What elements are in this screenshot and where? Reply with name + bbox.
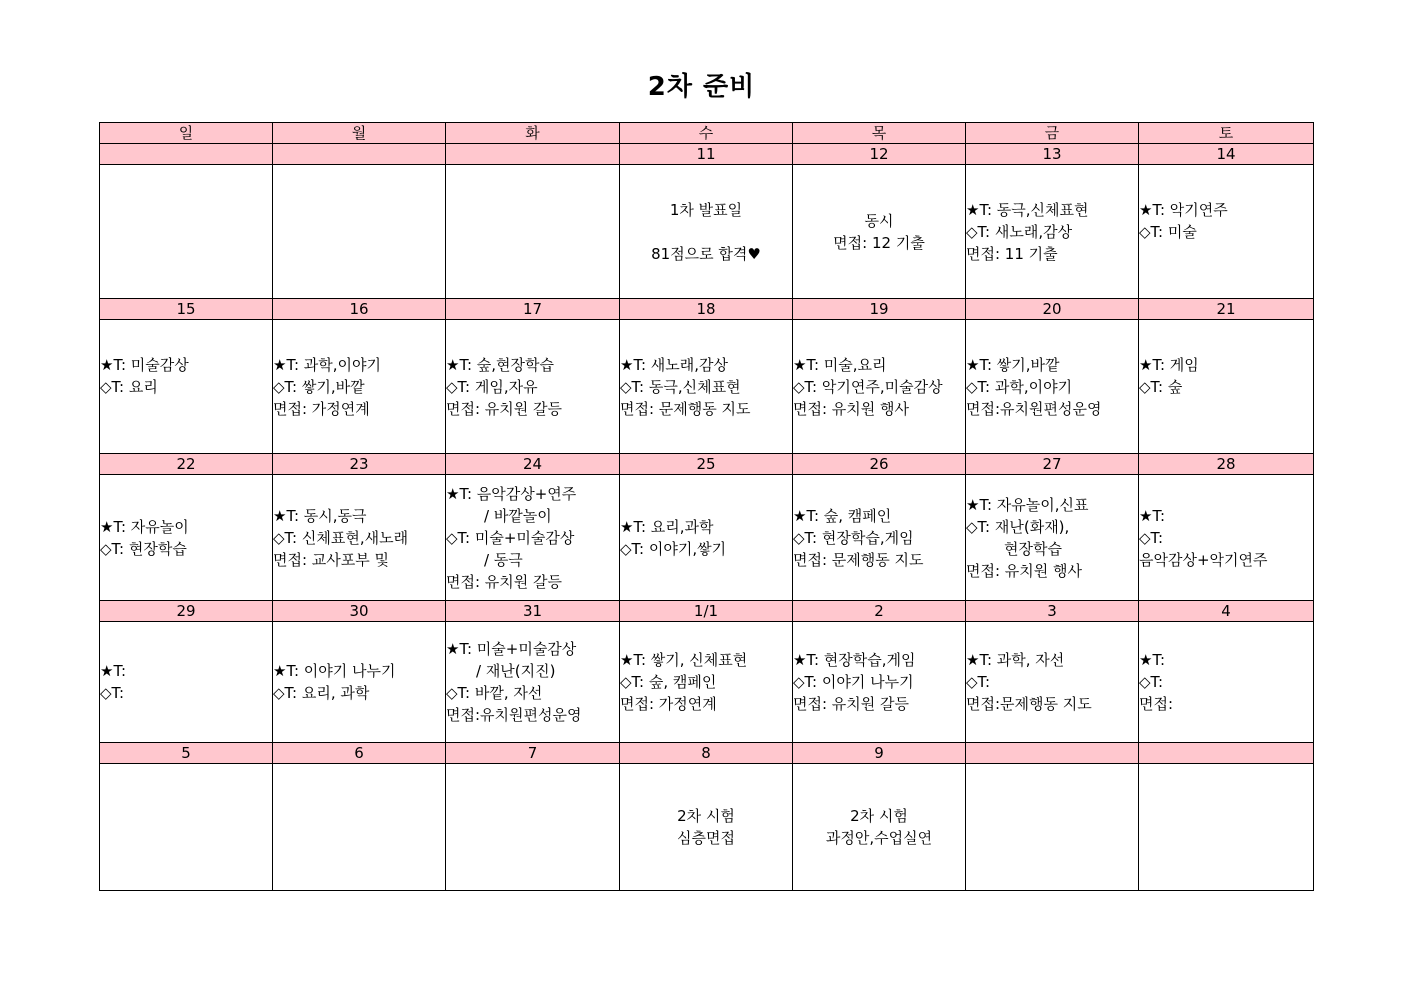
cell-text: / 바깥놀이 bbox=[484, 506, 552, 525]
cell-text: 면접:유치원편성운영 bbox=[966, 399, 1102, 418]
day-cell bbox=[100, 320, 273, 454]
cell-text: 면접: 문제행동 지도 bbox=[620, 399, 751, 418]
cell-text: ◇T: 과학,이야기 bbox=[966, 377, 1073, 396]
cell-text: ★T: 이야기 나누기 bbox=[273, 662, 396, 680]
cell-text: ★T: 새노래,감상 bbox=[620, 355, 729, 374]
cell-text: ◇T: 숲 bbox=[1139, 377, 1183, 396]
cell-text: 81점으로 합격♥ bbox=[651, 244, 761, 263]
weekday-mon: 월 bbox=[273, 123, 446, 144]
cell-text: 면접: 11 기출 bbox=[966, 244, 1058, 263]
cell-text: / 동극 bbox=[484, 550, 523, 569]
date-cell: 1/1 bbox=[620, 601, 793, 622]
day-cell bbox=[793, 475, 966, 601]
day-cell bbox=[793, 764, 966, 891]
date-cell: 17 bbox=[446, 299, 620, 320]
cell-text: ★T: 동극,신체표현 bbox=[966, 200, 1089, 219]
day-cell bbox=[446, 622, 620, 743]
cell-text: ★T: bbox=[1139, 651, 1166, 669]
cell-text: 면접: 가정연계 bbox=[273, 399, 370, 418]
content-row bbox=[100, 622, 1314, 743]
weekday-wed: 수 bbox=[620, 123, 793, 144]
day-cell bbox=[620, 622, 793, 743]
cell-text: ★T: 요리,과학 bbox=[620, 517, 714, 536]
date-cell: 19 bbox=[793, 299, 966, 320]
day-cell bbox=[100, 622, 273, 743]
cell-text: ◇T: 새노래,감상 bbox=[966, 222, 1073, 241]
date-cell: 9 bbox=[793, 743, 966, 764]
cell-text: ★T: 쌓기, 신체표현 bbox=[620, 651, 748, 669]
date-cell: 30 bbox=[273, 601, 446, 622]
page-title: 2차 준비 bbox=[647, 72, 756, 102]
day-cell bbox=[446, 165, 620, 299]
cell-text: ◇T: 게임,자유 bbox=[446, 377, 538, 396]
cell-text: ◇T: 요리 bbox=[100, 377, 158, 396]
date-cell: 4 bbox=[1139, 601, 1314, 622]
cell-text: ◇T: 신체표현,새노래 bbox=[273, 528, 409, 547]
day-cell bbox=[966, 475, 1139, 601]
cell-text: ◇T: 악기연주,미술감상 bbox=[793, 377, 943, 396]
cell-text: ◇T: bbox=[1139, 673, 1164, 691]
date-cell: 20 bbox=[966, 299, 1139, 320]
cell-text: ◇T: 숲, 캠페인 bbox=[620, 673, 717, 691]
cell-text: ★T: 자유놀이 bbox=[100, 517, 189, 536]
cell-text: 2차 시험 bbox=[677, 807, 735, 825]
cell-text: ◇T: 재난(화재), bbox=[966, 517, 1070, 536]
day-cell bbox=[1139, 320, 1314, 454]
day-cell bbox=[966, 320, 1139, 454]
weekday-fri: 금 bbox=[966, 123, 1139, 144]
day-cell bbox=[273, 475, 446, 601]
date-cell: 3 bbox=[966, 601, 1139, 622]
weekday-thu: 목 bbox=[793, 123, 966, 144]
content-row bbox=[100, 475, 1314, 601]
cell-text: ◇T: 현장학습,게임 bbox=[793, 528, 914, 547]
day-cell bbox=[793, 320, 966, 454]
content-row bbox=[100, 165, 1314, 299]
cell-text: ★T: 숲,현장학습 bbox=[446, 355, 555, 374]
date-cell: 6 bbox=[273, 743, 446, 764]
cell-text: ◇T: bbox=[100, 684, 125, 702]
date-cell: 29 bbox=[100, 601, 273, 622]
date-cell: 13 bbox=[966, 144, 1139, 165]
day-cell bbox=[966, 622, 1139, 743]
day-cell bbox=[620, 165, 793, 299]
cell-text: 면접: 가정연계 bbox=[620, 695, 717, 713]
cell-text: 면접: bbox=[1139, 695, 1174, 713]
cell-text: 면접: 유치원 갈등 bbox=[446, 572, 563, 591]
cell-text: ★T: 자유놀이,신표 bbox=[966, 495, 1089, 514]
day-cell bbox=[1139, 764, 1314, 891]
date-cell: 11 bbox=[620, 144, 793, 165]
day-cell bbox=[1139, 475, 1314, 601]
content-row bbox=[100, 764, 1314, 891]
cell-text: ◇T: bbox=[966, 673, 991, 691]
day-cell bbox=[966, 165, 1139, 299]
weekday-sat: 토 bbox=[1139, 123, 1314, 144]
day-cell bbox=[1139, 165, 1314, 299]
day-cell bbox=[620, 475, 793, 601]
content-row bbox=[100, 320, 1314, 454]
cell-text: 면접: 유치원 갈등 bbox=[793, 695, 910, 713]
cell-text: / 재난(지진) bbox=[476, 662, 556, 680]
cell-text: ◇T: 이야기,쌓기 bbox=[620, 539, 727, 558]
date-cell bbox=[100, 144, 273, 165]
cell-text: ★T: bbox=[1139, 506, 1166, 525]
date-cell: 28 bbox=[1139, 454, 1314, 475]
date-cell: 25 bbox=[620, 454, 793, 475]
day-cell bbox=[793, 622, 966, 743]
date-cell: 12 bbox=[793, 144, 966, 165]
date-cell: 5 bbox=[100, 743, 273, 764]
cell-text: 면접: 유치원 갈등 bbox=[446, 399, 563, 418]
cell-text: ◇T: 현장학습 bbox=[100, 539, 187, 558]
day-cell bbox=[100, 165, 273, 299]
date-cell: 23 bbox=[273, 454, 446, 475]
date-cell bbox=[1139, 743, 1314, 764]
date-cell bbox=[273, 144, 446, 165]
day-cell bbox=[273, 622, 446, 743]
date-cell: 8 bbox=[620, 743, 793, 764]
cell-text: ◇T: bbox=[1139, 528, 1164, 547]
cell-text: 면접: 유치원 행사 bbox=[966, 561, 1083, 580]
date-cell: 7 bbox=[446, 743, 620, 764]
cell-text: ★T: 미술+미술감상 bbox=[446, 640, 577, 658]
cell-text: ★T: 과학,이야기 bbox=[273, 355, 382, 374]
cell-text: ◇T: 바깥, 자선 bbox=[446, 684, 543, 702]
day-cell bbox=[446, 764, 620, 891]
day-cell bbox=[100, 764, 273, 891]
cell-text: 과정안,수업실연 bbox=[825, 829, 933, 847]
weekday-sun: 일 bbox=[100, 123, 273, 144]
date-row bbox=[100, 743, 1314, 764]
cell-text: ★T: 음악감상+연주 bbox=[446, 484, 577, 503]
cell-text: 2차 시험 bbox=[850, 807, 908, 825]
day-cell bbox=[1139, 622, 1314, 743]
cell-text: ◇T: 미술 bbox=[1139, 222, 1197, 241]
weekday-header-row bbox=[100, 123, 1314, 144]
date-cell: 22 bbox=[100, 454, 273, 475]
cell-text: 면접: 12 기출 bbox=[833, 233, 925, 252]
date-row bbox=[100, 601, 1314, 622]
day-cell bbox=[100, 475, 273, 601]
date-cell bbox=[446, 144, 620, 165]
day-cell bbox=[446, 475, 620, 601]
date-cell: 2 bbox=[793, 601, 966, 622]
cell-text: ★T: 게임 bbox=[1139, 355, 1199, 374]
date-row bbox=[100, 144, 1314, 165]
calendar-table bbox=[99, 122, 1314, 891]
date-cell bbox=[966, 743, 1139, 764]
cell-text: 심층면접 bbox=[677, 829, 735, 847]
date-cell: 31 bbox=[446, 601, 620, 622]
day-cell bbox=[620, 320, 793, 454]
cell-text: ★T: 동시,동극 bbox=[273, 506, 367, 525]
date-cell: 21 bbox=[1139, 299, 1314, 320]
cell-text: 현장학습 bbox=[1004, 539, 1062, 558]
cell-text: 음악감상+악기연주 bbox=[1139, 550, 1268, 569]
day-cell bbox=[966, 764, 1139, 891]
cell-text: 1차 발표일 bbox=[669, 200, 743, 219]
date-row bbox=[100, 299, 1314, 320]
date-cell: 16 bbox=[273, 299, 446, 320]
day-cell bbox=[793, 165, 966, 299]
cell-text: ★T: 현장학습,게임 bbox=[793, 651, 916, 669]
day-cell bbox=[273, 165, 446, 299]
cell-text: ★T: 숲, 캠페인 bbox=[793, 506, 892, 525]
cell-text: 면접:유치원편성운영 bbox=[446, 706, 582, 724]
date-row bbox=[100, 454, 1314, 475]
cell-text: ★T: 과학, 자선 bbox=[966, 651, 1065, 669]
cell-text: ★T: 쌓기,바깥 bbox=[966, 355, 1060, 374]
cell-text: 면접: 문제행동 지도 bbox=[793, 550, 924, 569]
cell-text: ★T: bbox=[100, 662, 127, 680]
cell-text: ◇T: 미술+미술감상 bbox=[446, 528, 575, 547]
day-cell bbox=[273, 764, 446, 891]
date-cell: 15 bbox=[100, 299, 273, 320]
cell-text: ◇T: 이야기 나누기 bbox=[793, 673, 914, 691]
cell-text: 동시 bbox=[864, 211, 894, 230]
cell-text: 면접: 교사포부 및 bbox=[273, 550, 390, 569]
cell-text: ◇T: 동극,신체표현 bbox=[620, 377, 741, 396]
day-cell bbox=[273, 320, 446, 454]
weekday-tue: 화 bbox=[446, 123, 620, 144]
date-cell: 14 bbox=[1139, 144, 1314, 165]
date-cell: 27 bbox=[966, 454, 1139, 475]
date-cell: 24 bbox=[446, 454, 620, 475]
date-cell: 18 bbox=[620, 299, 793, 320]
cell-text: ★T: 미술,요리 bbox=[793, 355, 887, 374]
cell-text: ★T: 악기연주 bbox=[1139, 200, 1228, 219]
date-cell: 26 bbox=[793, 454, 966, 475]
cell-text: ◇T: 쌓기,바깥 bbox=[273, 377, 365, 396]
day-cell bbox=[446, 320, 620, 454]
day-cell bbox=[620, 764, 793, 891]
cell-text: 면접: 유치원 행사 bbox=[793, 399, 910, 418]
cell-text: 면접:문제행동 지도 bbox=[966, 695, 1092, 713]
cell-text: ◇T: 요리, 과학 bbox=[273, 684, 370, 702]
cell-text: ★T: 미술감상 bbox=[100, 355, 189, 374]
